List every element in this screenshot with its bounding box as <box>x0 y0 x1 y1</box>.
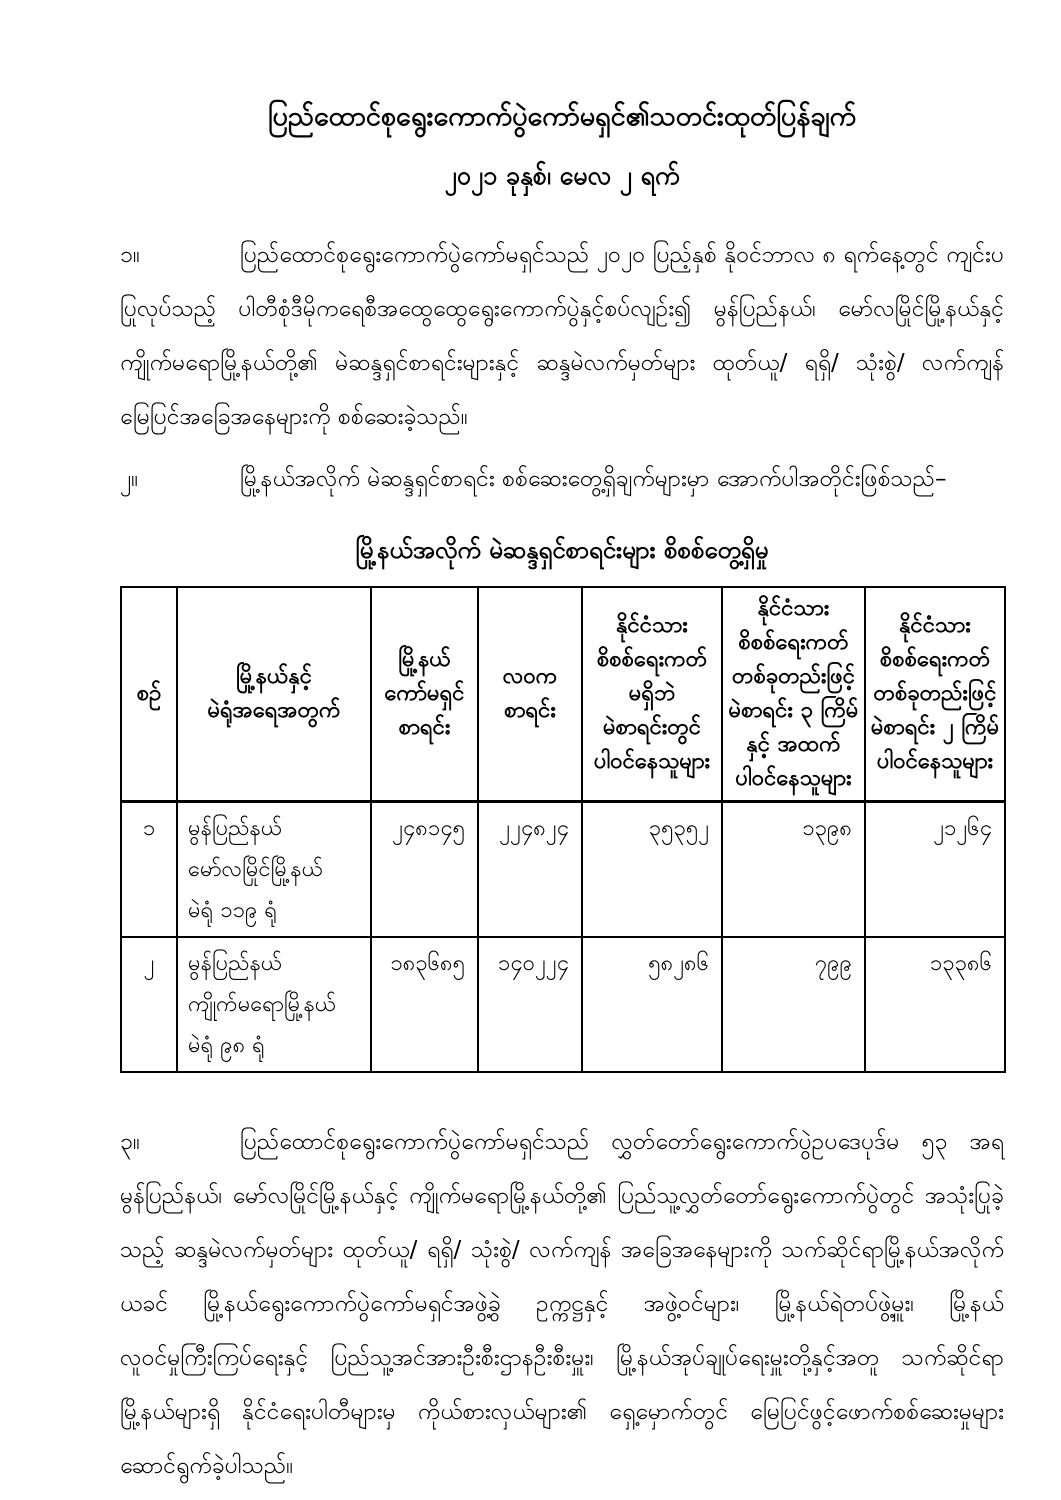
paragraph-1-number: ၁။ <box>120 242 140 268</box>
row2-same-nrc-3-or-more: ၇၉၉ <box>722 937 865 1072</box>
paragraph-2 <box>120 452 1004 506</box>
row2-township: မွန်ပြည်နယ် ကျိုက်မရောမြို့နယ် မဲရုံ ၉၈ ရုံ <box>177 937 371 1072</box>
table-row <box>121 802 1005 938</box>
page-title: ပြည်ထောင်စုရွေးကောက်ပွဲကော်မရှင်၏သတင်းထုတ်ပြန်ချက် <box>267 101 857 132</box>
header-no-nrc-card: နိုင်ငံသား စိစစ်ရေးကတ် မရှိဘဲ မဲစာရင်းတွင် ပါဝင်နေသူများ <box>582 587 722 802</box>
row1-township: မွန်ပြည်နယ် မော်လမြိုင်မြို့နယ် မဲရုံ ၁၁၉ ရုံ <box>177 802 371 938</box>
header-immigration-list: လဝက စာရင်း <box>478 587 582 802</box>
row1-serial: ၁ <box>121 802 177 938</box>
header-same-nrc-3-or-more: နိုင်ငံသား စိစစ်ရေးကတ် တစ်ခုတည်းဖြင့် မဲစာရင်း ၃ ကြိမ် နှင့် အထက် ပါဝင်နေသူများ <box>722 587 865 802</box>
table-header-row <box>121 587 1005 802</box>
table-row <box>121 937 1005 1072</box>
header-commission-list: မြို့နယ် ကော်မရှင် စာရင်း <box>371 587 478 802</box>
row2-commission-list: ၁၈၃၆၈၅ <box>371 937 478 1072</box>
table-body <box>121 802 1005 1073</box>
paragraph-3-number: ၃။ <box>120 1129 140 1155</box>
document-page <box>0 92 1061 1500</box>
paragraph-2-number: ၂။ <box>120 466 139 492</box>
table-caption: မြို့နယ်အလိုက် မဲဆန္ဒရှင်စာရင်းများ စိစစ်တွေ့ရှိမှု <box>355 536 769 564</box>
paragraph-3-text: ပြည်ထောင်စုရွေးကောက်ပွဲကော်မရှင်သည် လွှတ်တော်ရွေးကောက်ပွဲဥပဒေပုဒ်မ ၅၃ အရ မွန်ပြည်နယ်၊ မော်လမြိုင်မြို့နယ်နှင့် ကျိုက်မရောမြို့နယ်တို့၏ ပြည်သူ့လွှတ်တော်ရွေးကောက်ပွဲတွင် အသုံးပြုခဲ့သည့် ဆန္ဒမဲလက်မှတ်များ ထုတ်ယူ/ ရရှိ/ သုံးစွဲ/ လက်ကျန် အခြေအနေများကို သက်ဆိုင်ရာမြို့နယ်အလိုက် ယခင် မြို့နယ်ရွေးကောက်ပွဲကော်မရှင်အဖွဲ့ခွဲ ဥက္ကဋ္ဌနှင့် အဖွဲ့ဝင်များ၊ မြို့နယ်ရဲတပ်ဖွဲ့မှူး၊ မြို့နယ်လူဝင်မှုကြီးကြပ်ရေးနှင့် ပြည်သူ့အင်အားဦးစီးဌာနဦးစီးမှူး၊ မြို့နယ်အုပ်ချုပ်ရေးမှူးတို့နှင့်အတူ သက်ဆိုင်ရာ မြို့နယ်များရှိ နိုင်ငံရေးပါတီများမှ ကိုယ်စားလှယ်များ၏ ရှေ့မှောက်တွင် မြေပြင်ဖွင့်ဖောက်စစ်ဆေးမှုများ ဆောင်ရွက်ခဲ့ပါသည်။ <box>120 1129 1004 1479</box>
row1-same-nrc-3-or-more: ၁၃၉၈ <box>722 802 865 938</box>
header-same-nrc-2-times: နိုင်ငံသား စိစစ်ရေးကတ် တစ်ခုတည်းဖြင့် မဲစာရင်း ၂ ကြိမ် ပါဝင်နေသူများ <box>865 587 1005 802</box>
paragraph-2-text: မြို့နယ်အလိုက် မဲဆန္ဒရှင်စာရင်း စစ်ဆေးတွေ့ရှိချက်များမှာ အောက်ပါအတိုင်းဖြစ်သည်– <box>240 466 947 492</box>
header-serial: စဉ် <box>121 587 177 802</box>
row1-immigration-list: ၂၂၄၈၂၄ <box>478 802 582 938</box>
row2-no-nrc-card: ၅၈၂၈၆ <box>582 937 722 1072</box>
paragraph-1 <box>120 228 1004 444</box>
row1-commission-list: ၂၄၈၁၄၅ <box>371 802 478 938</box>
header-township-polling-stations: မြို့နယ်နှင့် မဲရုံအရေအတွက် <box>177 587 371 802</box>
paragraph-3 <box>120 1115 1004 1493</box>
row2-serial: ၂ <box>121 937 177 1072</box>
page-date: ၂၀၂၁ ခုနှစ်၊ မေလ ၂ ရက် <box>444 161 680 190</box>
table-header <box>121 587 1005 802</box>
row2-immigration-list: ၁၄၀၂၂၄ <box>478 937 582 1072</box>
paragraph-1-text: ပြည်ထောင်စုရွေးကောက်ပွဲကော်မရှင်သည် ၂၀၂၀ ပြည့်နှစ် နိုဝင်ဘာလ ၈ ရက်နေ့တွင် ကျင်းပပြုလုပ်သည့် ပါတီစုံဒီမိုကရေစီအထွေထွေရွေးကောက်ပွဲနှင့်စပ်လျဉ်း၍ မွန်ပြည်နယ်၊ မော်လမြိုင်မြို့နယ်နှင့် ကျိုက်မရောမြို့နယ်တို့၏ မဲဆန္ဒရှင်စာရင်းများနှင့် ဆန္ဒမဲလက်မှတ်များ ထုတ်ယူ/ ရရှိ/ သုံးစွဲ/ လက်ကျန် မြေပြင်အခြေအနေများကို စစ်ဆေးခဲ့သည်။ <box>120 242 1004 430</box>
voter-list-results-table <box>120 586 1006 1073</box>
row2-same-nrc-2-times: ၁၃၃၈၆ <box>865 937 1005 1072</box>
row1-same-nrc-2-times: ၂၁၂၆၄ <box>865 802 1005 938</box>
row1-no-nrc-card: ၃၅၃၅၂ <box>582 802 722 938</box>
